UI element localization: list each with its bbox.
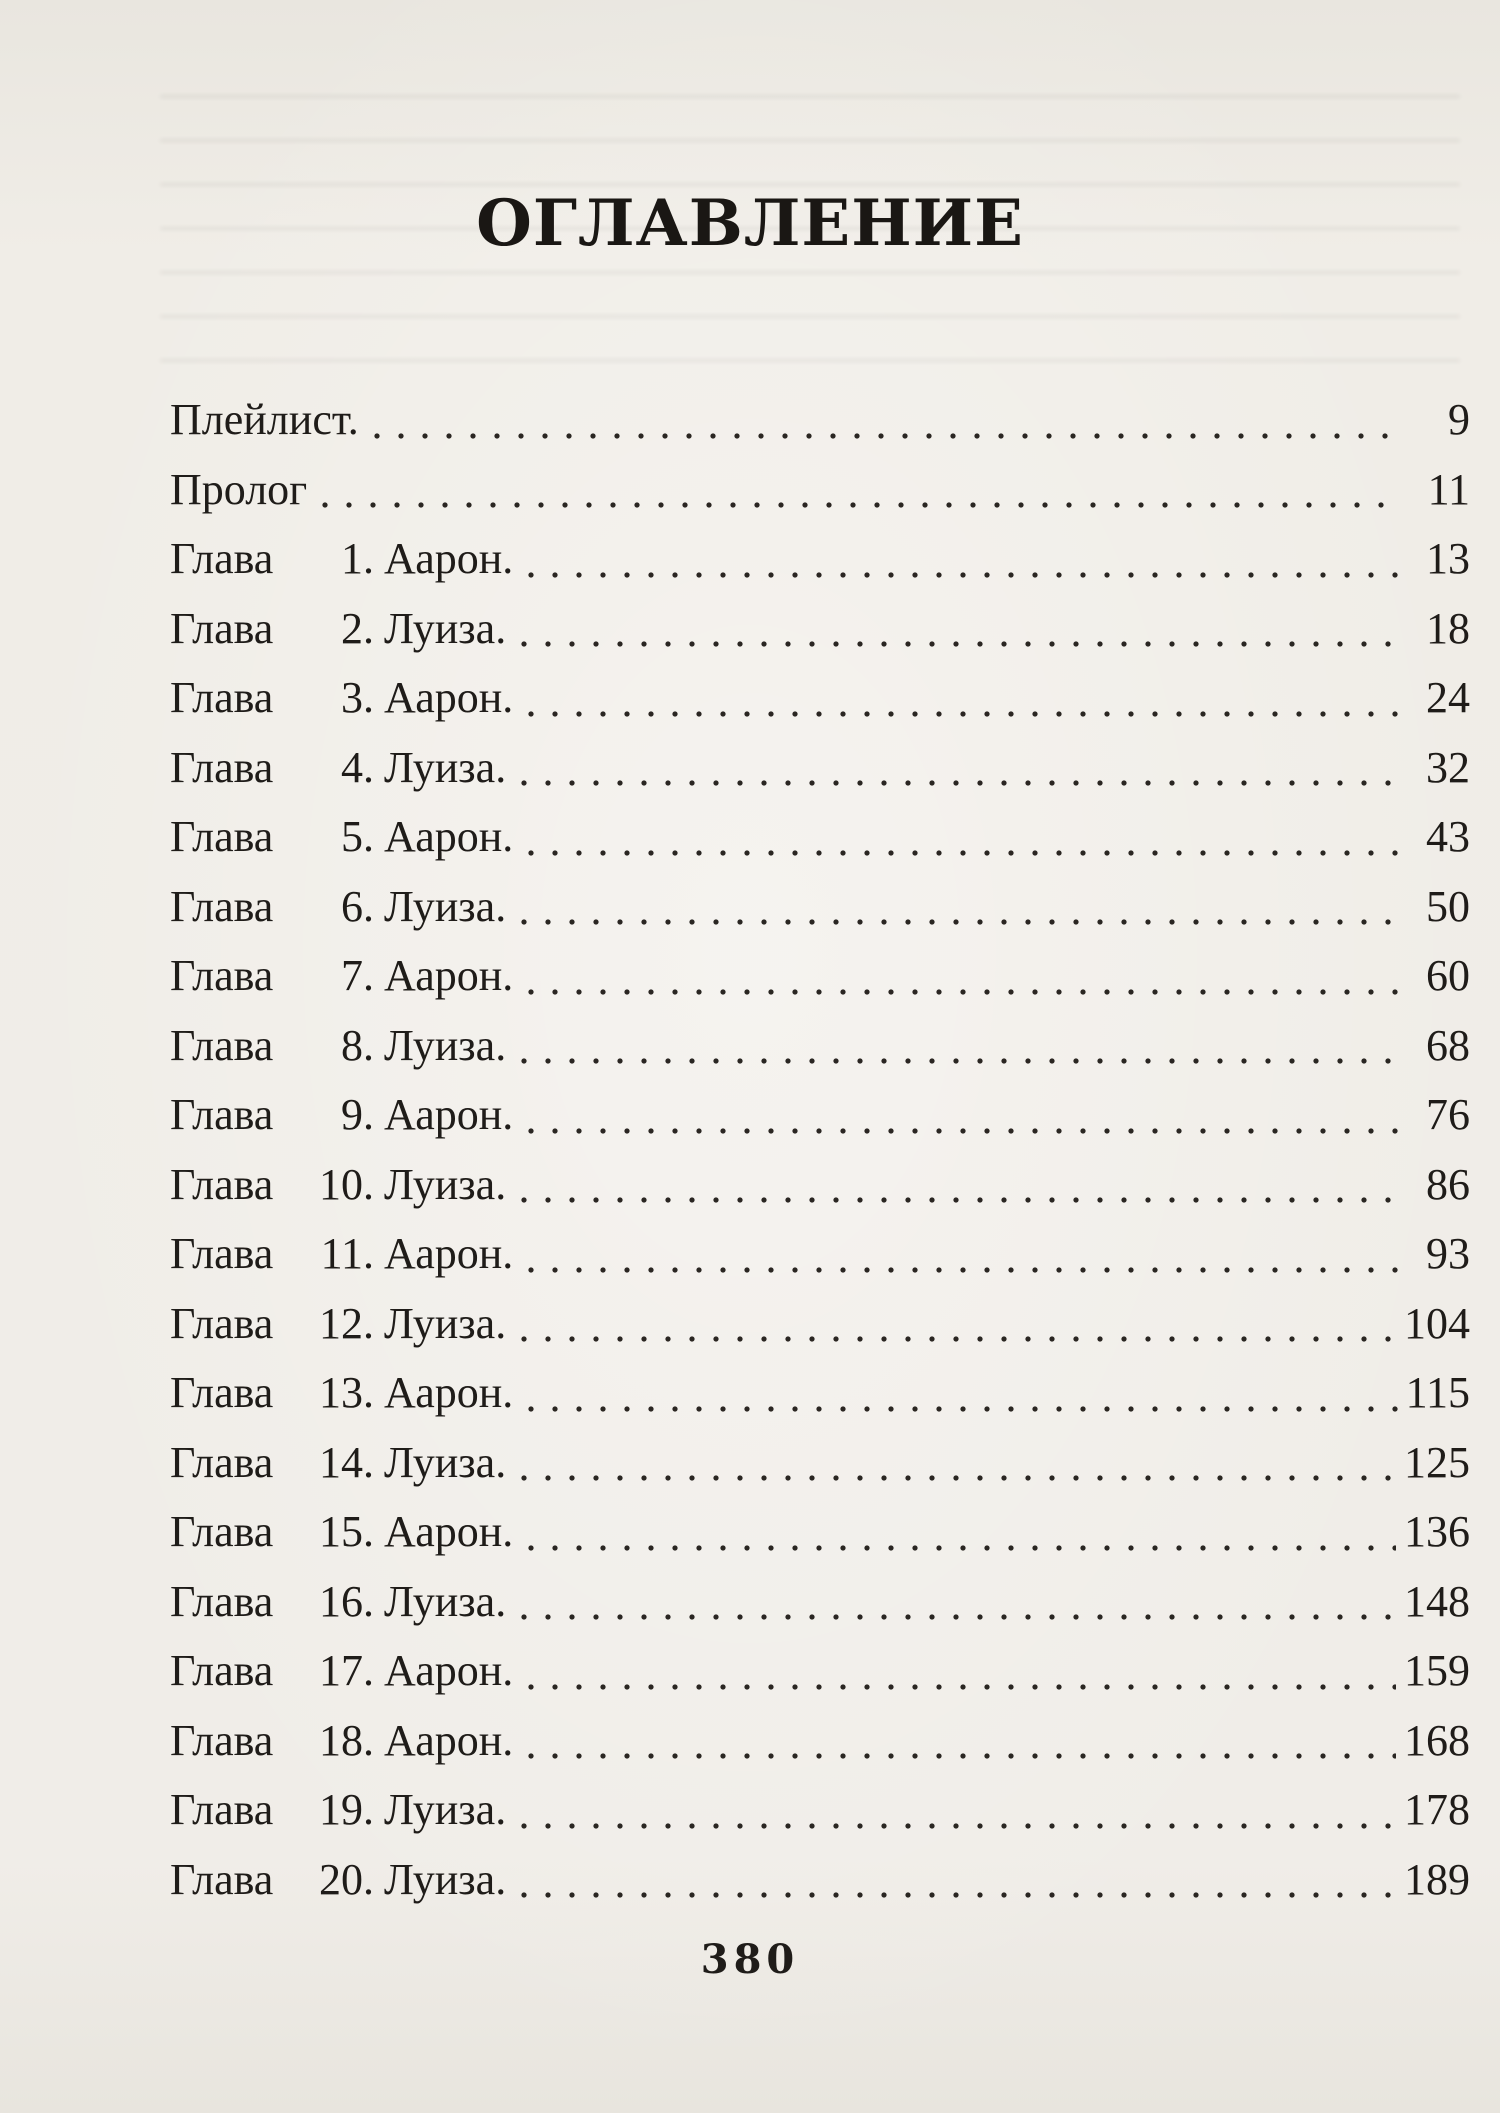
chapter-number: 14. — [319, 1437, 374, 1487]
chapter-number: 9. — [341, 1090, 374, 1139]
chapter-label: Глава — [170, 1576, 274, 1626]
toc-page-number: 76 — [1426, 1090, 1470, 1139]
chapter-number: 18. — [319, 1715, 374, 1765]
chapter-number: 12. — [319, 1298, 374, 1348]
dot-leader — [519, 847, 1402, 859]
toc-entry-title — [170, 1706, 513, 1776]
toc-page-number: 50 — [1426, 881, 1470, 931]
chapter-number: 7. — [341, 951, 374, 1000]
chapter-label: Глава — [170, 1090, 274, 1139]
toc-entry — [170, 1845, 1470, 1915]
chapter-label: Глава — [170, 1715, 274, 1765]
chapter-name: Луиза. — [384, 1020, 507, 1070]
toc-entry — [170, 1219, 1470, 1289]
chapter-number: 17. — [319, 1646, 374, 1695]
chapter-name: Аарон. — [384, 812, 514, 861]
chapter-number: 10. — [319, 1159, 374, 1209]
toc-entry — [170, 1150, 1470, 1220]
chapter-label: Глава — [170, 1368, 274, 1417]
chapter-label: Глава — [170, 1159, 274, 1209]
toc-entry-title — [170, 663, 513, 733]
chapter-name: Аарон. — [384, 1368, 514, 1417]
dot-leader — [512, 1472, 1396, 1484]
toc-page-number: 115 — [1405, 1368, 1470, 1417]
toc-entry-title — [170, 802, 513, 872]
toc-entry-title — [170, 1845, 506, 1915]
dot-leader — [519, 1681, 1396, 1693]
dot-leader — [512, 1820, 1396, 1832]
chapter-label: Глава — [170, 1020, 274, 1070]
toc-entry-title — [170, 455, 307, 525]
chapter-number: 4. — [341, 742, 374, 792]
toc-entry-title — [170, 594, 506, 664]
toc-entry-title — [170, 1775, 506, 1845]
chapter-number: 3. — [341, 673, 374, 722]
dot-leader — [512, 1194, 1402, 1206]
toc-entry — [170, 733, 1470, 803]
toc-entry — [170, 1636, 1470, 1706]
toc-entry — [170, 941, 1470, 1011]
chapter-name: Плейлист. — [170, 395, 359, 444]
toc-page-number: 11 — [1427, 464, 1470, 514]
chapter-name: Луиза. — [384, 1159, 507, 1209]
toc-entry-title — [170, 1289, 506, 1359]
chapter-label: Глава — [170, 1646, 274, 1695]
chapter-number: 5. — [341, 812, 374, 861]
chapter-name: Аарон. — [384, 534, 514, 583]
chapter-label: Глава — [170, 1854, 274, 1904]
toc-entry-title — [170, 733, 506, 803]
toc-entry — [170, 1289, 1470, 1359]
toc-page-number: 189 — [1404, 1854, 1470, 1904]
chapter-number: 16. — [319, 1576, 374, 1626]
chapter-name: Луиза. — [384, 1298, 507, 1348]
page-number: 380 — [700, 1936, 800, 1983]
dot-leader — [512, 1889, 1396, 1901]
dot-leader — [519, 569, 1402, 581]
chapter-number: 11. — [320, 1229, 374, 1278]
chapter-name: Аарон. — [384, 1229, 514, 1278]
chapter-name: Луиза. — [384, 742, 507, 792]
chapter-name: Аарон. — [384, 1715, 514, 1765]
chapter-label: Глава — [170, 1298, 274, 1348]
dot-leader — [512, 1611, 1396, 1623]
dot-leader — [519, 1264, 1402, 1276]
chapter-number: 13. — [319, 1368, 374, 1417]
toc-page-number: 9 — [1448, 395, 1470, 444]
toc-entry-title — [170, 1219, 513, 1289]
toc-page-number: 18 — [1426, 603, 1470, 653]
chapter-label: Глава — [170, 812, 274, 861]
chapter-name: Аарон. — [384, 1646, 514, 1695]
toc-page-number: 93 — [1426, 1229, 1470, 1278]
toc-page-number: 13 — [1426, 534, 1470, 583]
toc-page-number: 104 — [1404, 1298, 1470, 1348]
toc-entry-title — [170, 1150, 506, 1220]
toc-entry — [170, 1497, 1470, 1567]
toc-entry — [170, 524, 1470, 594]
toc-entry — [170, 385, 1470, 455]
toc-page-number: 86 — [1426, 1159, 1470, 1209]
chapter-name: Луиза. — [384, 1785, 507, 1834]
chapter-number: 1. — [341, 534, 374, 583]
toc-entry-title — [170, 1497, 513, 1567]
dot-leader — [519, 1125, 1402, 1137]
toc-page-number: 125 — [1404, 1437, 1470, 1487]
toc-entry-title — [170, 1636, 513, 1706]
dot-leader — [519, 1542, 1396, 1554]
toc-entry-title — [170, 941, 513, 1011]
toc-entry-title — [170, 1567, 506, 1637]
toc-entry-title — [170, 872, 506, 942]
dot-leader — [512, 638, 1402, 650]
chapter-name: Аарон. — [384, 1090, 514, 1139]
toc-entry-title — [170, 385, 359, 455]
chapter-name: Пролог — [170, 464, 308, 514]
chapter-label: Глава — [170, 1785, 274, 1834]
toc-entry — [170, 1775, 1470, 1845]
toc-entry — [170, 663, 1470, 733]
chapter-number: 20. — [319, 1854, 374, 1904]
table-of-contents — [170, 385, 1470, 1914]
page-title: ОГЛАВЛЕНИЕ — [476, 186, 1024, 261]
chapter-name: Луиза. — [384, 881, 507, 931]
toc-entry-title — [170, 1011, 506, 1081]
chapter-number: 15. — [319, 1507, 374, 1556]
toc-entry-title — [170, 1080, 513, 1150]
toc-entry-title — [170, 524, 513, 594]
chapter-number: 2. — [341, 603, 374, 653]
toc-entry — [170, 872, 1470, 942]
dot-leader — [512, 916, 1402, 928]
toc-entry — [170, 455, 1470, 525]
chapter-number: 6. — [341, 881, 374, 931]
toc-page-number: 178 — [1404, 1785, 1470, 1834]
chapter-label: Глава — [170, 742, 274, 792]
dot-leader — [313, 499, 1402, 511]
chapter-name: Луиза. — [384, 1854, 507, 1904]
chapter-label: Глава — [170, 1437, 274, 1487]
chapter-name: Луиза. — [384, 1576, 507, 1626]
toc-entry — [170, 1706, 1470, 1776]
toc-entry — [170, 1080, 1470, 1150]
chapter-name: Аарон. — [384, 951, 514, 1000]
chapter-name: Луиза. — [384, 603, 507, 653]
dot-leader — [519, 986, 1402, 998]
chapter-name: Луиза. — [384, 1437, 507, 1487]
chapter-name: Аарон. — [384, 1507, 514, 1556]
toc-entry — [170, 802, 1470, 872]
dot-leader — [365, 430, 1402, 442]
dot-leader — [519, 708, 1402, 720]
toc-entry-title — [170, 1428, 506, 1498]
toc-page-number: 148 — [1404, 1576, 1470, 1626]
dot-leader — [519, 1403, 1397, 1415]
toc-page-number: 32 — [1426, 742, 1470, 792]
toc-entry — [170, 594, 1470, 664]
chapter-label: Глава — [170, 1229, 274, 1278]
chapter-label: Глава — [170, 673, 274, 722]
toc-entry — [170, 1011, 1470, 1081]
dot-leader — [512, 1055, 1402, 1067]
dot-leader — [512, 777, 1402, 789]
toc-entry — [170, 1428, 1470, 1498]
toc-page-number: 168 — [1404, 1715, 1470, 1765]
dot-leader — [519, 1750, 1396, 1762]
dot-leader — [512, 1333, 1396, 1345]
chapter-number: 8. — [341, 1020, 374, 1070]
toc-page-number: 60 — [1426, 951, 1470, 1000]
toc-page-number: 43 — [1426, 812, 1470, 861]
toc-page-number: 24 — [1426, 673, 1470, 722]
toc-entry-title — [170, 1358, 513, 1428]
toc-page-number: 68 — [1426, 1020, 1470, 1070]
toc-page-number: 159 — [1404, 1646, 1470, 1695]
chapter-label: Глава — [170, 603, 274, 653]
chapter-name: Аарон. — [384, 673, 514, 722]
chapter-label: Глава — [170, 951, 274, 1000]
toc-page-number: 136 — [1404, 1507, 1470, 1556]
chapter-label: Глава — [170, 1507, 274, 1556]
chapter-label: Глава — [170, 881, 274, 931]
chapter-label: Глава — [170, 534, 274, 583]
chapter-number: 19. — [319, 1785, 374, 1834]
toc-entry — [170, 1358, 1470, 1428]
toc-entry — [170, 1567, 1470, 1637]
